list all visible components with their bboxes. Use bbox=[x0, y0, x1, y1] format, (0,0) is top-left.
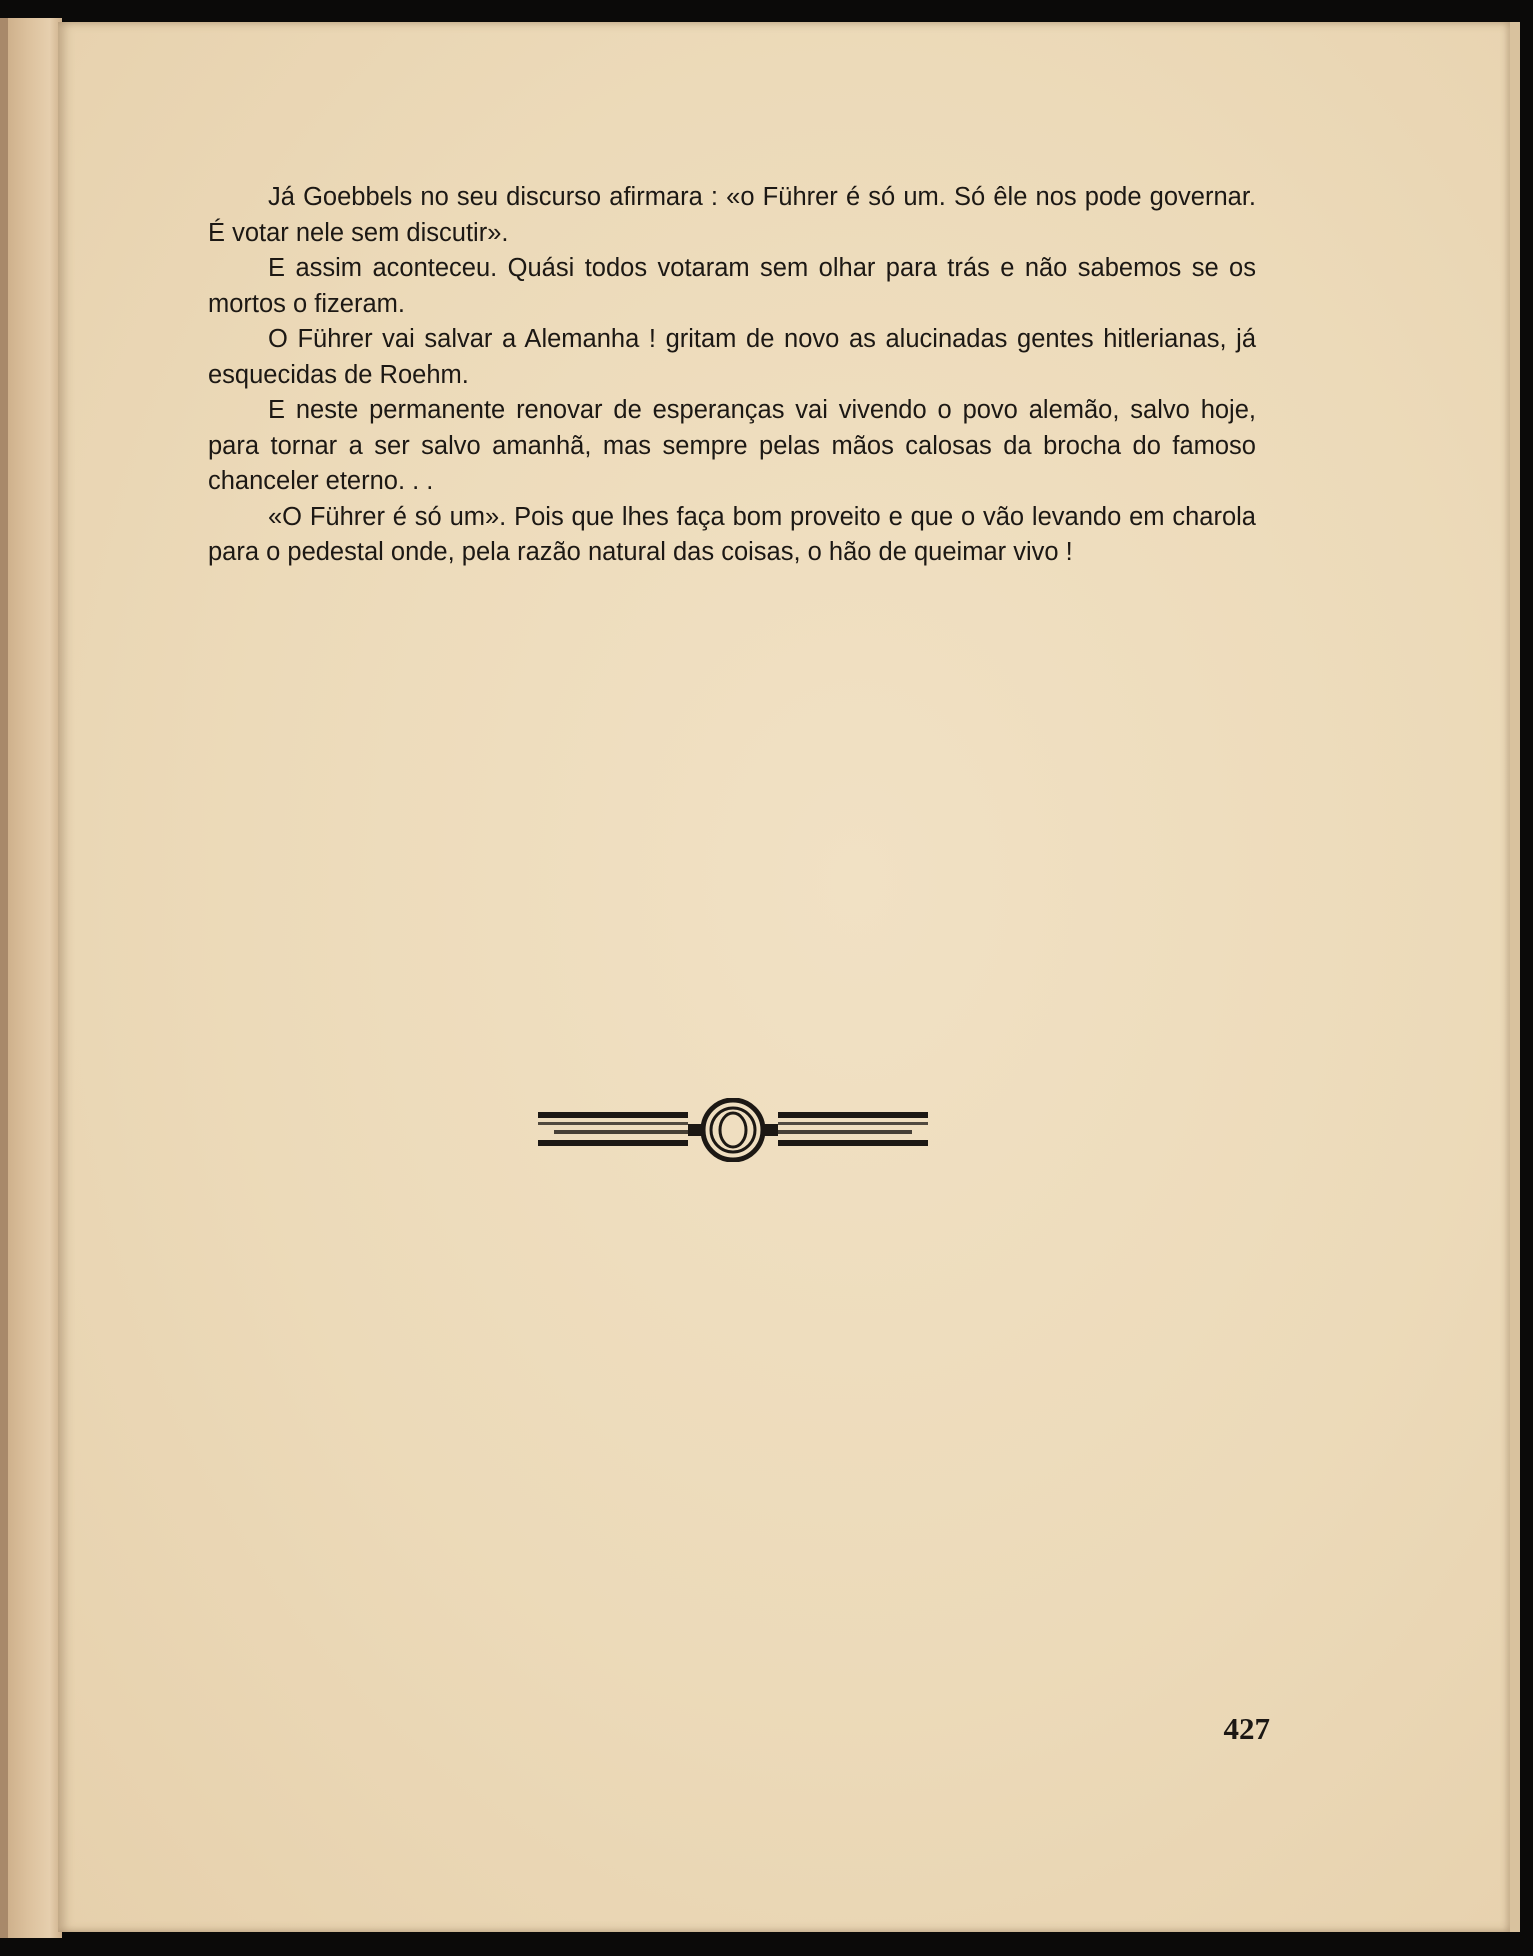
paragraph-2: E assim aconteceu. Quási todos votaram sem olhar para trás e não sabemos se os mortos o fizeram. bbox=[208, 254, 1256, 318]
body-text bbox=[208, 180, 1256, 571]
left-page-rim bbox=[0, 18, 8, 1938]
ornament-divider-icon bbox=[536, 1098, 930, 1162]
left-page-edge bbox=[0, 18, 62, 1938]
paragraph-3: O Führer vai salvar a Alemanha ! gritam de novo as alucinadas gentes hitlerianas, já esquecidas de Roehm. bbox=[208, 325, 1256, 389]
paragraph-4: E neste permanente renovar de esperanças vai vivendo o povo alemão, salvo hoje, para tornar a ser salvo amanhã, mas sempre pelas mãos calosas da brocha do famoso chanceler eterno. . . bbox=[208, 396, 1256, 495]
paragraph-5: «O Führer é só um». Pois que lhes faça bom proveito e que o vão levando em charola para o pedestal onde, pela razão natural das coisas, o hão de queimar vivo ! bbox=[208, 502, 1256, 566]
paragraph-1: Já Goebbels no seu discurso afirmara : «o Führer é só um. Só êle nos pode governar. É votar nele sem discutir». bbox=[208, 183, 1256, 247]
right-page-edge bbox=[1510, 22, 1520, 1932]
page-number: 427 bbox=[1223, 1711, 1270, 1746]
